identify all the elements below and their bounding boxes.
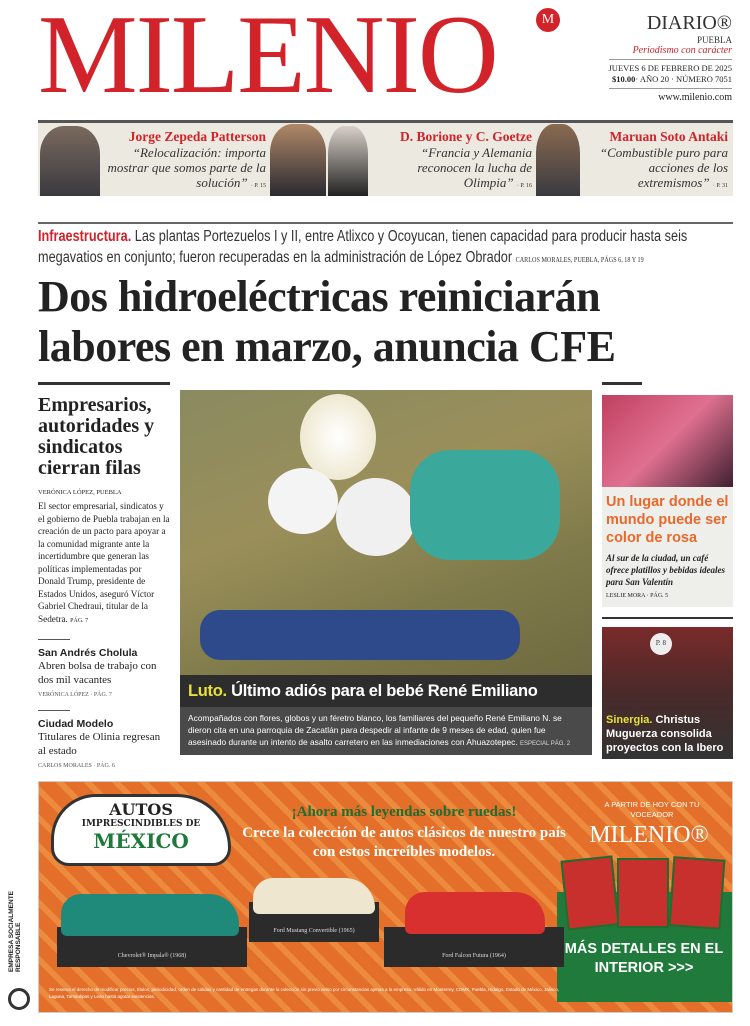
milenio-logo: MILENIO [38,0,497,117]
brief-title: Titulares de Olinia regresan al estado [38,731,161,757]
car-model [253,878,375,914]
main-content [38,222,733,1013]
price: $10.00 [612,74,636,84]
promo-photo [602,627,733,759]
opinion-item[interactable] [370,129,532,194]
feature-deck: Al sur de la ciudad, un café ofrece platillos y bebidas ideales para San Valentín [606,553,725,587]
masthead-info [609,12,733,103]
story-body: El sector empresarial, sindicatos y el gobierno de Puebla trabajan en la creación de un pacto para apoyar a la comunidad migrante ante la incertidumbre que generan las políticas implementadas por Donald Trump, presidente de Estados Unidos, aseguró Víctor Gabriel Chedraui, titular de la Sedetra. [38,501,170,624]
page-badge: P. 8 [650,633,672,655]
columnist-name: Maruan Soto Antaki [609,129,728,144]
page-ref: · P. 15 [250,183,266,189]
ad-text: Crece la colección de autos clásicos de nuestro país con estos increíbles modelos. [242,825,566,860]
esr-text: EMPRESA SOCIALMENTE RESPONSABLE [8,890,22,972]
person-legs [200,610,520,660]
opinion-quote: “Relocalización: importa mostrar que somos parte de la solución” [107,145,266,190]
car-model [405,892,545,934]
collection-book [617,858,669,928]
ad-cta[interactable]: MÁS DETALLES EN EL INTERIOR >>> [564,941,724,976]
brief-title: Abren bolsa de trabajo con dos mil vacantes [38,660,157,686]
lead-summary [38,222,733,270]
feature-title: Un lugar donde el mundo puede ser color de rosa [606,494,729,546]
story-byline: VERÓNICA LÓPEZ, PUEBLA [38,489,122,496]
columnist-name: D. Borione y C. Goetze [400,129,532,144]
ad-logo-text: IMPRESCINDIBLES DE [81,819,201,829]
slogan: Periodismo con carácter [609,45,733,60]
website-link[interactable]: www.milenio.com [609,88,733,103]
caption-title[interactable]: Último adiós para el bebé René Emiliano [231,682,538,700]
center-column [180,390,592,755]
divider [38,639,70,640]
columnist-photo [40,126,100,196]
caption-credit: ESPECIAL PÁG. 2 [519,741,571,747]
ad-brand: MILENIO® [589,822,709,848]
date: JUEVES 6 DE FEBRERO DE 2025 [608,63,732,73]
car-model [61,894,239,936]
promo-kicker: Sinergia. [606,714,653,726]
ad-fine-print: Se reserva el derecho de modificar precios, títulos, periodicidad, orden de salidas y cantidad de entregas durante la colección sin previo aviso por circunstancias ajenas a la empresa. Válido en Monterrey, CDMX, Puebla, Hidalgo, Estado de México, Jalisco, Laguna, Tamaulipas y León hasta agotar existencias. [49,987,560,999]
left-column [38,382,170,769]
feature-story[interactable] [602,395,733,607]
photo-caption [180,675,592,755]
car-label: Ford Falcon Futura (1964) [384,927,564,967]
balloon [336,478,416,556]
main-photo[interactable] [180,390,592,675]
brief-item[interactable] [38,718,170,769]
issue: · AÑO 20 · NÚMERO 7051 [635,74,732,84]
ad-tagline: ¡Ahora más leyendas sobre ruedas! [291,804,517,820]
collection-book [669,856,726,929]
page-ref: · P. 31 [712,183,728,189]
esr-logo-icon [8,988,30,1010]
right-column [602,382,733,759]
edition: PUEBLA [696,35,732,45]
page-ref: PÁG. 7 [70,617,89,624]
opinion-item[interactable] [582,129,728,194]
advertisement[interactable] [38,781,733,1013]
lead-byline: CARLOS MORALES, PUEBLA, PÁGS 6, 18 Y 19 [515,255,644,264]
balloon [268,468,338,534]
brief-credit: VERÓNICA LÓPEZ · PÁG. 7 [38,692,112,698]
promo-story[interactable] [602,617,733,759]
opinion-band [38,120,733,196]
logo-badge: M [536,8,560,32]
columnist-photo [328,126,368,196]
brief-credit: CARLOS MORALES · PÁG. 6 [38,763,115,769]
feature-photo [602,395,733,487]
esr-badge [4,870,36,1010]
columnist-name: Jorge Zepeda Patterson [128,129,266,144]
brief-kicker: San Andrés Cholula [38,647,138,659]
divider [38,710,70,711]
opinion-item[interactable] [102,129,266,194]
car-label: Ford Mustang Convertible (1965) [249,902,379,942]
collection-book [560,855,619,930]
ad-promo: A PARTIR DE HOY CON TU VOCEADOR [604,800,700,819]
ad-logo-text: MÉXICO [93,829,189,853]
promo-title: Christus Muguerza consolida proyectos con la Ibero [606,714,724,754]
balloon [300,394,376,480]
brief-kicker: Ciudad Modelo [38,718,114,730]
columnist-photo [270,124,326,196]
columnist-photo [536,124,580,196]
opinion-quote: “Combustible puro para acciones de los extremismos” [599,145,728,190]
main-headline[interactable]: Dos hidroeléctricas reiniciarán labores en marzo, anuncia CFE [38,272,616,371]
ad-logo-text: AUTOS [109,800,173,819]
caption-kicker: Luto. [188,682,227,700]
brief-item[interactable] [38,647,170,698]
feature-credit: LESLIE MORA · PÁG. 5 [606,593,669,599]
story-title[interactable]: Empresarios, autoridades y sindicatos cierran filas [38,394,155,479]
lead-kicker: Infraestructura. [38,228,132,245]
lead-summary-text: Las plantas Portezuelos I y II, entre Atlixco y Ocoyucan, tienen capacidad para producir hasta seis megavatios en conjunto; fueron recuperadas en la administración de López Obrador [38,228,688,266]
car-label: Chevrolet® Impala® (1968) [57,927,247,967]
diario-label: DIARIO® [646,12,732,34]
ad-logo [51,794,231,866]
page-ref: · P. 16 [516,183,532,189]
opinion-quote: “Francia y Alemania reconocen la lucha de Olimpia” [417,145,532,190]
person-mourning [410,450,560,560]
caption-body: Acompañados con flores, globos y un féretro blanco, los familiares del pequeño René Emiliano N. se dieron cita en una parroquia de Zacatlán para despedir al infante de 9 meses de edad, quien fue asesinado durante un intento de asalto carretero en las inmediaciones con Ahuazotepec. [188,713,562,747]
